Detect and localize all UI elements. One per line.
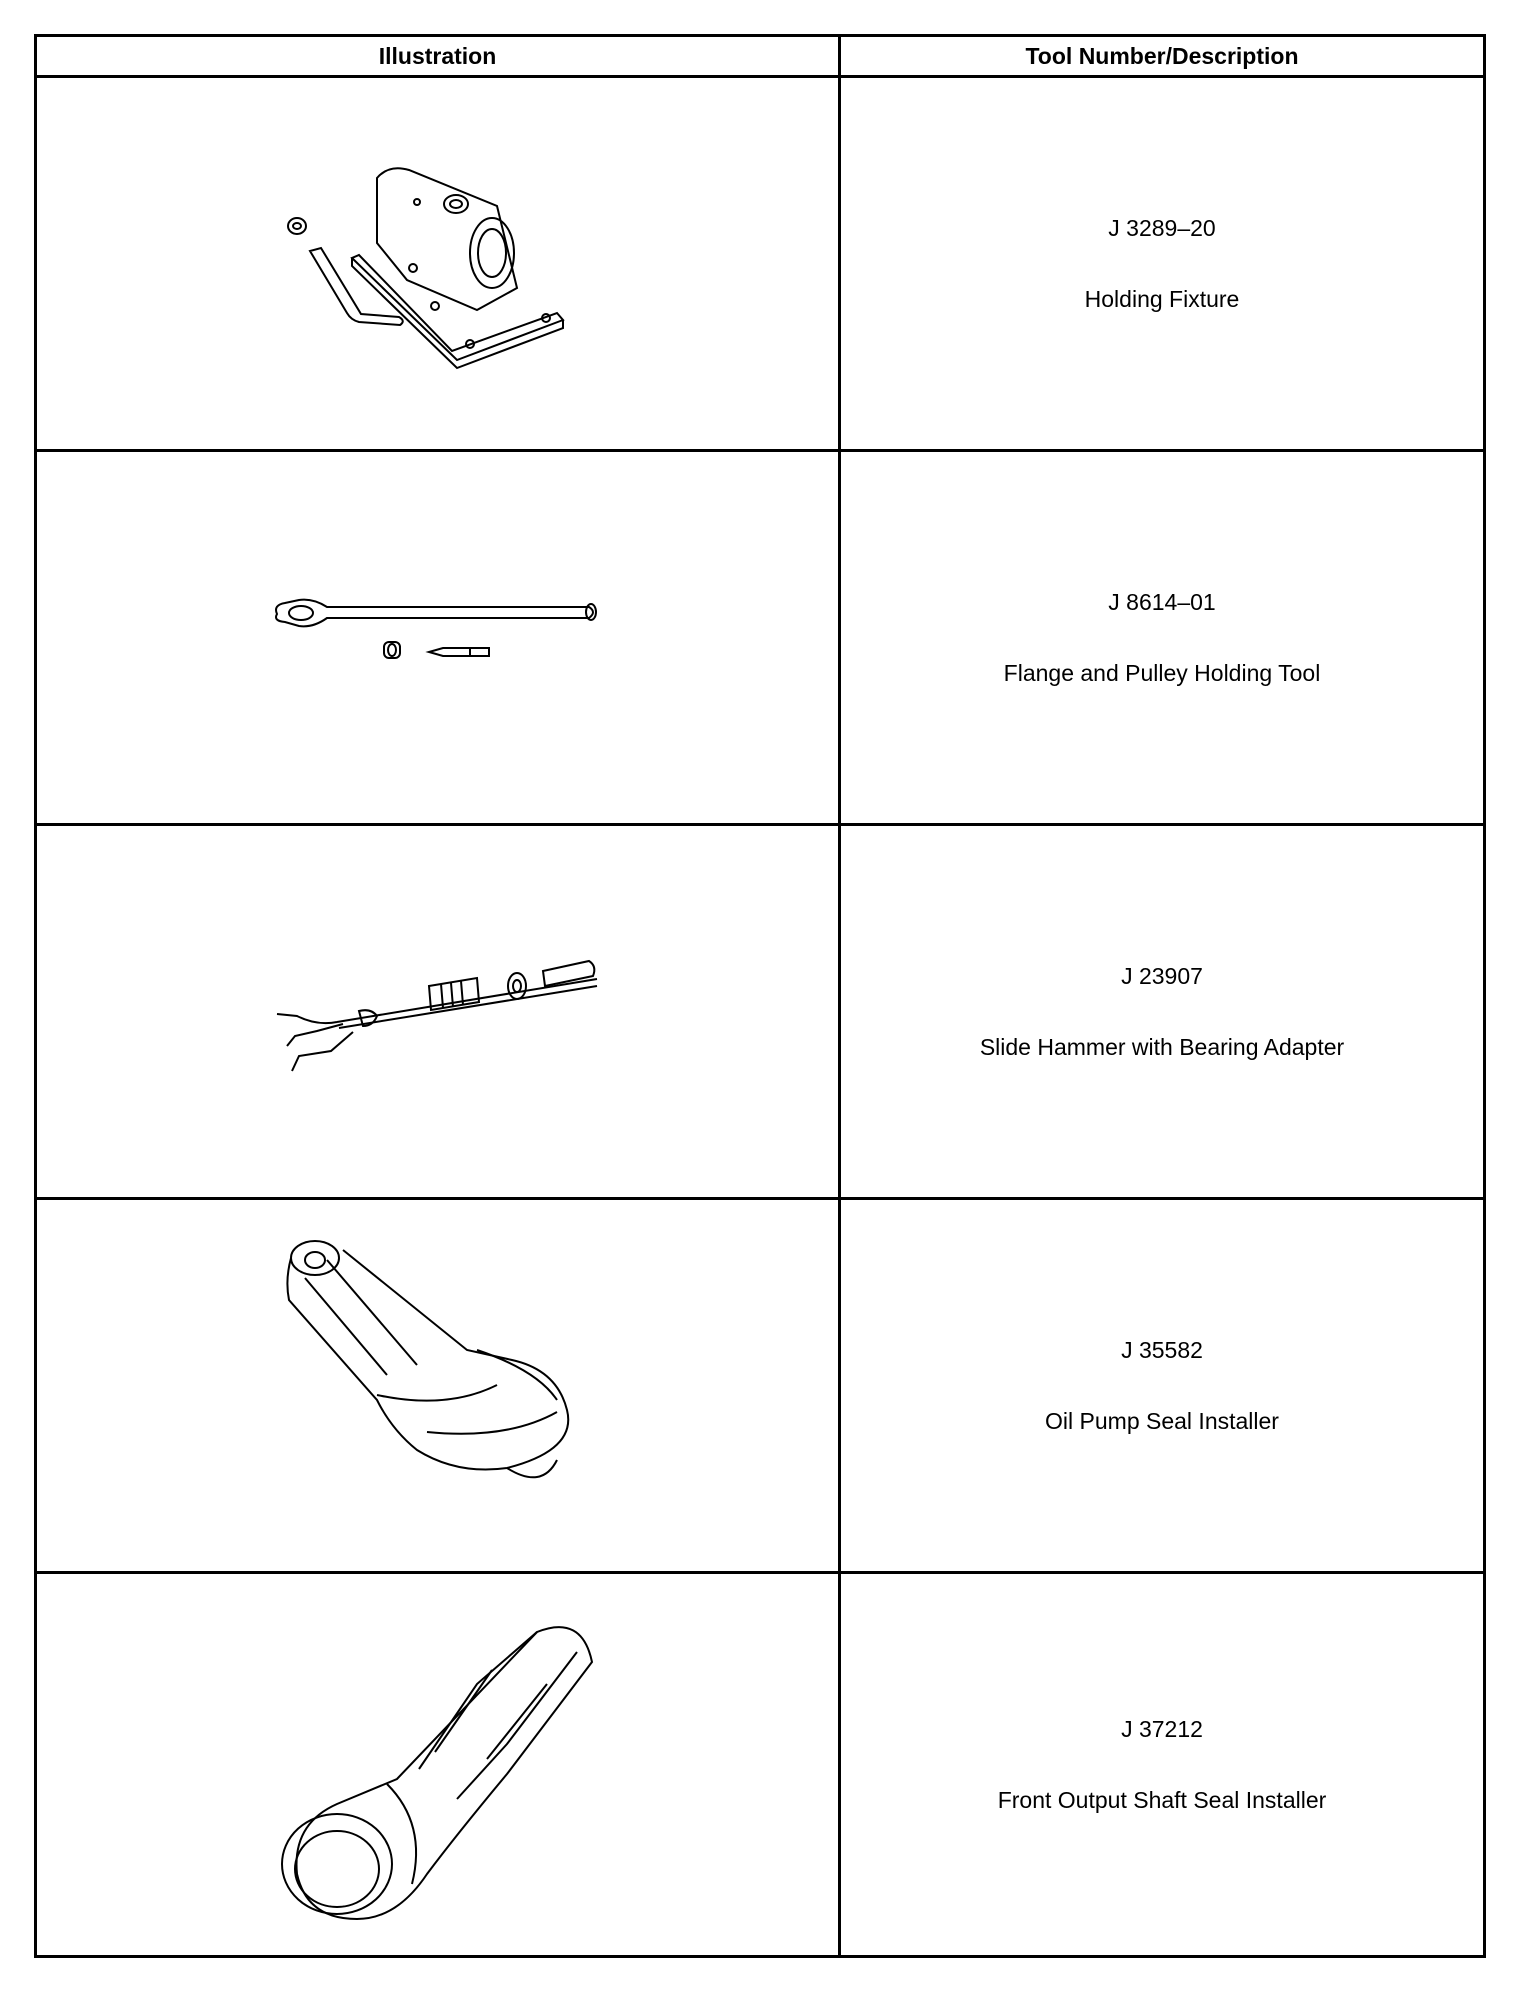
tool-name: Oil Pump Seal Installer: [1045, 1407, 1279, 1434]
tool-number: J 3289–20: [1108, 214, 1216, 241]
table-header: [37, 37, 1483, 78]
flange-pulley-holding-tool-illustration: [37, 452, 838, 823]
header-illustration: Illustration: [378, 43, 497, 69]
table-row: [37, 1574, 1483, 1955]
slide-hammer-illustration: [37, 826, 838, 1197]
tool-description-cell: [841, 1574, 1483, 1955]
tool-name: Front Output Shaft Seal Installer: [997, 1786, 1327, 1813]
tool-name: Flange and Pulley Holding Tool: [1003, 659, 1321, 686]
tool-number: J 35582: [1121, 1336, 1203, 1363]
table-row: [37, 1200, 1483, 1574]
tool-number: J 37212: [1121, 1715, 1203, 1742]
oil-pump-seal-installer-illustration: [37, 1200, 838, 1571]
tool-number: J 8614–01: [1108, 588, 1216, 615]
tool-description-cell: [841, 1200, 1483, 1571]
table-row: [37, 826, 1483, 1200]
table-row: [37, 78, 1483, 452]
front-output-shaft-seal-installer-illustration: [37, 1574, 838, 1955]
tool-name: Slide Hammer with Bearing Adapter: [979, 1033, 1345, 1060]
tool-number: J 23907: [1121, 962, 1203, 989]
tool-description-cell: [841, 452, 1483, 823]
holding-fixture-illustration: [37, 78, 838, 449]
tool-description-cell: [841, 826, 1483, 1197]
tool-description-cell: [841, 78, 1483, 449]
tool-name: Holding Fixture: [1084, 285, 1240, 312]
header-tool-number-description: Tool Number/Description: [1025, 43, 1299, 69]
table-row: [37, 452, 1483, 826]
tool-table: [34, 34, 1486, 1958]
